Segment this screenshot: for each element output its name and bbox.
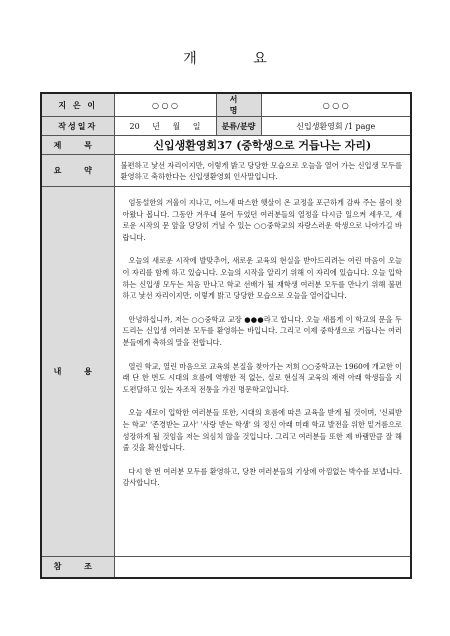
summary-row bbox=[41, 155, 411, 187]
content-paragraph: 엄동설한의 겨울이 지나고, 어느새 따스한 햇살이 온 교정을 포근하게 감싸 주는 봄이 찾아왔나 봅니다. 그동안 겨우내 묻어 두었던 여러분들의 열정을 다시금 일으켜 세우고, 새로운 시작의 문 앞을 당당히 거닐 수 있는 ○○중학교의 자랑스러운 학생으로 나아가길 바랍니다. bbox=[122, 198, 402, 242]
document-title: 개 요 bbox=[183, 51, 293, 67]
signature-label: 서 명 bbox=[216, 93, 261, 117]
subject-row bbox=[41, 136, 411, 155]
author-label: 지 은 이 bbox=[41, 93, 114, 117]
signature-value: ○ ○ ○ bbox=[261, 93, 411, 117]
date-value: 20 년 월 일 bbox=[114, 117, 216, 136]
content-paragraph: 안녕하십니까, 저는 ○○중학교 교장 ●●●라고 합니다. 오늘 새롭게 이 학교의 문을 두드리는 신입생 여러분 모두를 환영하는 바입니다. 그리고 이제 중학생으로 거듭나는 여러분들에게 축하의 말을 전합니다. bbox=[122, 314, 402, 347]
author-value: ○ ○ ○ bbox=[114, 93, 216, 117]
reference-value bbox=[114, 557, 411, 578]
subject-label: 제 목 bbox=[41, 136, 114, 155]
author-row bbox=[41, 93, 411, 117]
date-label: 작성일자 bbox=[41, 117, 114, 136]
reference-row bbox=[41, 557, 411, 578]
summary-label: 요 약 bbox=[41, 155, 114, 187]
date-row bbox=[41, 117, 411, 136]
content-paragraph: 다시 한 번 여러분 모두를 환영하고, 당찬 여러분들의 기상에 아낌없는 박수를 보냅니다. 감사합니다. bbox=[122, 466, 402, 488]
content-label: 내 용 bbox=[41, 187, 114, 557]
content-paragraph: 오늘의 새로운 시작에 발맞추어, 새로운 교육의 현실을 받아드리려는 여린 마음이 오늘 이 자리를 함께 하고 있습니다. 오늘의 시작을 알리기 위해 이 자리에 있습니다. 오늘 입학하는 신입생 모두는 처음 만나고 학교 선배가 될 재학생 여러분 모두를 만나기 위해 불편하고 낯선 자리이지만, 이렇게 밝고 당당한 모습으로 오늘을 열어갑니다. bbox=[122, 256, 402, 301]
category-label: 분류/분량 bbox=[216, 117, 261, 136]
content-paragraph: 오늘 새로이 입학한 여러분들 또한, 시대의 흐름에 따른 교육을 받게 될 것이며, '신뢰받는 학교' '존경받는 교사' '사랑 받는 학생' 의 정신 아래 미래 학교 발전을 위한 밑거름으로 성장하게 될 것임을 저는 의심치 않을 것입니다. 그리고 여러분들 또한 제 바램만큼 잘 해 줄 것을 확신합니다. bbox=[122, 408, 402, 453]
reference-label: 참 조 bbox=[41, 557, 114, 578]
overview-form bbox=[40, 92, 412, 579]
category-value: 신입생환영회 /1 page bbox=[261, 117, 411, 136]
content-paragraph: 열린 학교, 열린 마음으로 교육의 본질을 찾아가는 저희 ○○중학교는 1960에 개교한 이래 단 한 번도 시대의 흐름에 역행한 적 없는, 실로 현실적 교육의 재력 아래 학생들을 지도편달하고 있는 자조적 전통을 가진 명문학교입니다. bbox=[122, 361, 402, 394]
content-row bbox=[41, 187, 411, 557]
subject-value: 신입생환영회37 (중학생으로 거듭나는 자리) bbox=[114, 136, 411, 155]
content-body bbox=[114, 187, 411, 557]
summary-value: 불편하고 낯선 자리이지만, 이렇게 밝고 당당한 모습으로 오늘을 열어 가는 신입생 모두를 환영하고 축하한다는 신입생환영회 인사말입니다. bbox=[114, 155, 411, 187]
